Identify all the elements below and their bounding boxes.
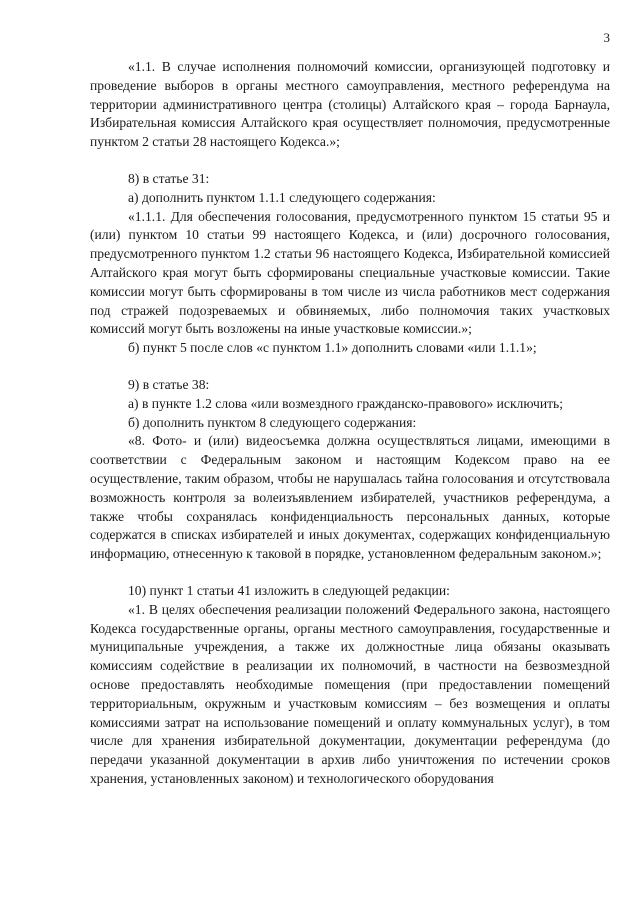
- paragraph-41-1-text: «1. В целях обеспечения реализации положений Федерального закона, настоящего Кодекса государственные органы, органы местного самоуправления, государственные и муниципальные учреждения, а также их должностные лица обязаны оказывать комиссиям содействие в реализации их полномочий, в частности на безвозмездной основе предоставлять необходимые помещения (при предоставлении помещений территориальным, окружным и участковым комиссиям – без возмещения и оплаты комиссиями затрат на использование помещений и оплату коммунальных услуг), в том числе для хранения избирательной документации, документации референдума (до передачи указанной документации в архив либо уничтожения по истечении сроков хранения, установленных законом) и технологического оборудования: [90, 601, 610, 786]
- paragraph-1-1-text: «1.1. В случае исполнения полномочий комиссии, организующей подготовку и проведение выборов в органы местного самоуправления, местного референдума на территории административного центра (столицы) Алтайского края – города Барнаула, Избирательная комиссия Алтайского края осуществляет полномочия, предусмотренные пунктом 2 статьи 28 настоящего Кодекса.»;: [90, 59, 610, 150]
- item-9-heading: 9) в статье 38:: [128, 376, 210, 392]
- document-body: [90, 58, 610, 789]
- page-number: 3: [603, 30, 610, 45]
- item-8b-text: б) пункт 5 после слов «с пунктом 1.1» дополнить словами «или 1.1.1»;: [128, 340, 537, 356]
- paragraph-8-text: «8. Фото- и (или) видеосъемка должна осуществляться лицами, имеющими в соответствии с Федеральным законом и настоящим Кодексом право на ее осуществление, таким образом, чтобы не нарушалась тайна голосования и отсутствовала возможность контроля за волеизъявлением избирателей, участников референдума, а также чтобы сохранялась конфиденциальность персональных данных, которые содержатся в списках избирателей и иных документах, содержащих конфиденциальную информацию, отнесенную к таковой в порядке, установленном федеральным законом.»;: [90, 433, 610, 562]
- item-8a-text: а) дополнить пунктом 1.1.1 следующего содержания:: [128, 189, 436, 205]
- item-9a-text: а) в пункте 1.2 слова «или возмездного гражданско-правового» исключить;: [128, 395, 564, 411]
- item-8-heading: 8) в статье 31:: [128, 170, 210, 186]
- item-9b-text: б) дополнить пунктом 8 следующего содержания:: [128, 414, 417, 430]
- item-10-heading: 10) пункт 1 статьи 41 изложить в следующей редакции:: [128, 582, 450, 598]
- paragraph-1-1-1-text: «1.1.1. Для обеспечения голосования, предусмотренного пунктом 15 статьи 95 и (или) пунктом 10 статьи 99 настоящего Кодекса, и (или) досрочного голосования, предусмотренного пунктом 1.2 статьи 96 настоящего Кодекса, Избирательной комиссией Алтайского края могут быть сформированы специальные участковые комиссии. Такие комиссии могут быть сформированы в том числе из числа работников мест содержания под стражей подозреваемых и обвиняемых, либо полномочия таких участковых комиссий могут быть возложены на иные участковые комиссии.»;: [90, 208, 610, 337]
